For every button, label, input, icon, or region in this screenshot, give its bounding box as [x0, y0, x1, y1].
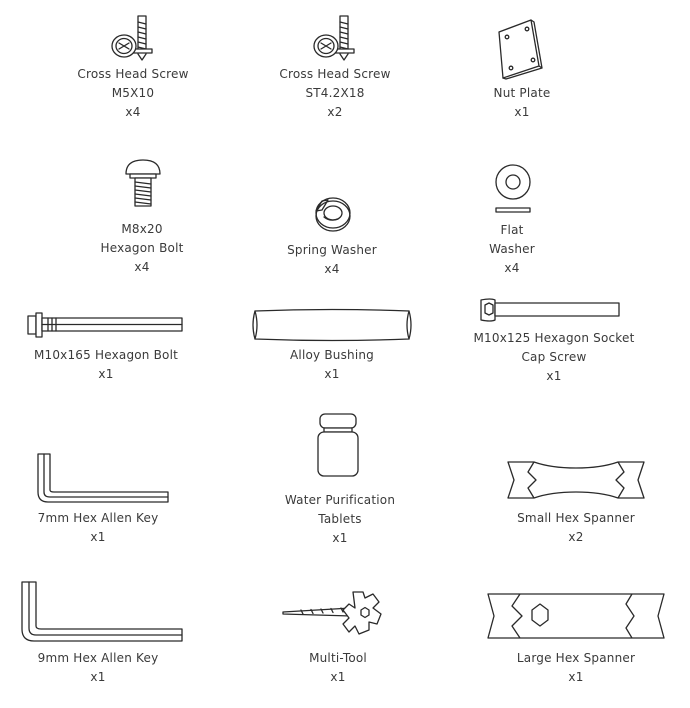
- part-quantity: x1: [332, 531, 348, 545]
- allen-key-icon: [36, 452, 170, 504]
- part-name-line: M10x165 Hexagon Bolt: [33, 348, 179, 362]
- part-label: [23, 65, 243, 122]
- bolt-icon: [124, 158, 162, 210]
- screw-icon: [310, 12, 358, 62]
- flat-washer-icon: [492, 162, 534, 214]
- part-label: [412, 84, 632, 122]
- hex-spanner-icon: [486, 590, 666, 646]
- multi-tool-icon: [281, 590, 401, 646]
- part-quantity: x2: [568, 530, 584, 544]
- part-name-line: 7mm Hex Allen Key: [37, 511, 159, 525]
- part-label: [0, 509, 208, 547]
- part-name-line: Flat: [500, 223, 524, 237]
- part-name-line: Tablets: [318, 512, 362, 526]
- part-quantity: x1: [546, 369, 562, 383]
- nut-plate-icon: [497, 18, 545, 80]
- part-quantity: x4: [324, 262, 340, 276]
- part-label: [466, 649, 686, 687]
- part-name-line: Cap Screw: [521, 350, 587, 364]
- part-label: [466, 509, 686, 547]
- socket-cap-screw-icon: [479, 297, 623, 323]
- part-quantity: x4: [125, 105, 141, 119]
- spanner-icon: [506, 458, 646, 502]
- part-name-line: ST4.2X18: [305, 86, 365, 100]
- part-name-line: Water Purification: [284, 493, 396, 507]
- long-bolt-icon: [26, 310, 186, 340]
- spring-washer-icon: [312, 192, 354, 234]
- part-name-line: 9mm Hex Allen Key: [37, 651, 159, 665]
- part-quantity: x1: [90, 530, 106, 544]
- part-name-line: Cross Head Screw: [77, 67, 189, 81]
- part-name-line: Hexagon Bolt: [100, 241, 184, 255]
- tablet-bottle-icon: [316, 412, 360, 478]
- part-quantity: x1: [98, 367, 114, 381]
- part-label: [444, 329, 664, 386]
- part-quantity: x1: [90, 670, 106, 684]
- part-name-line: M10x125 Hexagon Socket: [473, 331, 635, 345]
- part-quantity: x1: [568, 670, 584, 684]
- part-label: [230, 491, 450, 548]
- part-label: [228, 649, 448, 687]
- part-quantity: x1: [514, 105, 530, 119]
- part-name-line: Large Hex Spanner: [516, 651, 636, 665]
- part-quantity: x2: [327, 105, 343, 119]
- screw-icon: [108, 12, 156, 62]
- part-label: [0, 346, 216, 384]
- part-name-line: Small Hex Spanner: [517, 511, 635, 525]
- part-label: [32, 220, 252, 277]
- part-name-line: Washer: [489, 242, 535, 256]
- part-name-line: M8x20: [121, 222, 163, 236]
- part-name-line: Cross Head Screw: [279, 67, 391, 81]
- part-quantity: x1: [330, 670, 346, 684]
- bushing-icon: [249, 308, 415, 342]
- part-name-line: Nut Plate: [493, 86, 551, 100]
- part-name-line: Spring Washer: [287, 243, 377, 257]
- part-label: [402, 221, 622, 278]
- part-quantity: x4: [504, 261, 520, 275]
- part-name-line: M5X10: [111, 86, 155, 100]
- part-quantity: x4: [134, 260, 150, 274]
- allen-key-icon: [20, 580, 184, 644]
- part-label: [222, 346, 442, 384]
- part-label: [0, 649, 208, 687]
- part-name-line: Multi-Tool: [309, 651, 367, 665]
- part-quantity: x1: [324, 367, 340, 381]
- part-name-line: Alloy Bushing: [290, 348, 374, 362]
